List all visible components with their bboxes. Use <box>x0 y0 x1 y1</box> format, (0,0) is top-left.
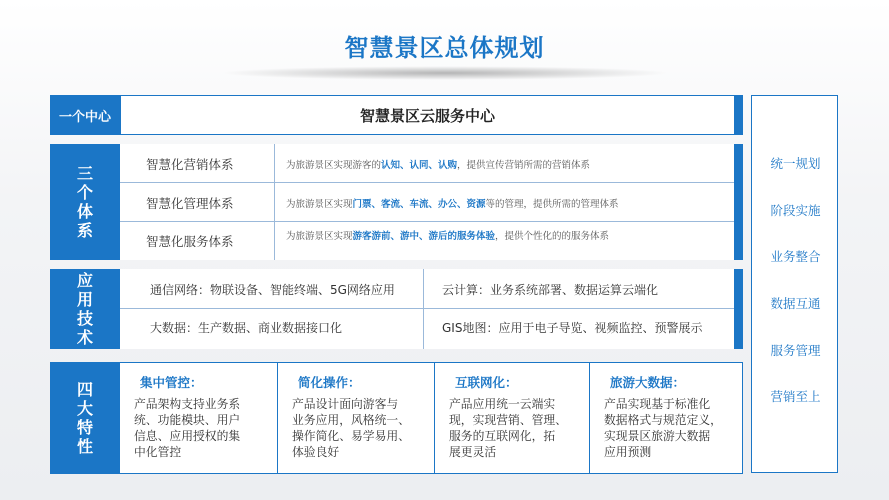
feature-text: 产品应用统一云端实 现，实现营销、管理、 服务的互联网化，拓 展更灵活 <box>449 397 567 459</box>
tech-cell: 云计算：业务系统部署、数据运算云端化 <box>442 283 659 297</box>
systems-row <box>50 144 743 260</box>
tech-divider <box>120 308 734 309</box>
tech-label <box>50 269 120 349</box>
center-label: 一个中心 <box>50 95 120 135</box>
feature-card <box>120 363 278 473</box>
feature-text: 产品设计面向游客与 业务应用，风格统一、 操作简化、易学易用、 体验良好 <box>292 397 410 459</box>
feature-text: 产品实现基于标准化 数据格式与规范定义， 实现景区旅游大数据 应用预测 <box>604 397 722 459</box>
principle-item: 阶段实施 <box>770 203 821 218</box>
center-accent <box>734 95 743 135</box>
feature-title: 互联网化： <box>455 375 518 390</box>
features-label-text: 四大特性 <box>76 380 93 456</box>
tech-cell: 通信网络：物联设备、智能终端、5G网络应用 <box>150 283 395 297</box>
tech-column-divider <box>423 269 424 349</box>
features-body <box>120 362 743 474</box>
systems-column-divider <box>274 144 275 260</box>
title-shadow <box>220 66 670 80</box>
feature-text: 产品架构支持业务系 统、功能模块、用户 信息、应用授权的集 中化管控 <box>134 397 241 459</box>
systems-label-text: 三个体系 <box>76 164 93 240</box>
principle-item: 数据互通 <box>770 296 821 311</box>
systems-body <box>120 144 743 260</box>
center-body <box>120 95 743 135</box>
tech-accent <box>734 269 743 349</box>
systems-divider <box>120 221 734 222</box>
principles-panel <box>751 95 838 473</box>
tech-cell: 大数据：生产数据、商业数据接口化 <box>150 321 343 335</box>
systems-accent <box>734 144 743 260</box>
features-label <box>50 362 120 474</box>
principle-item: 服务管理 <box>770 343 821 358</box>
feature-title: 简化操作： <box>298 375 361 390</box>
system-desc: 为旅游景区实现游客游前、游中、游后的服务体验，提供个性化的的服务体系 <box>286 231 610 242</box>
systems-divider <box>120 182 734 183</box>
system-name: 智慧化服务体系 <box>146 234 234 249</box>
feature-title: 旅游大数据： <box>610 375 686 390</box>
page-title: 智慧景区总体规划 <box>344 34 545 62</box>
system-name: 智慧化管理体系 <box>146 196 234 211</box>
principle-item: 业务整合 <box>770 249 821 264</box>
center-text: 智慧景区云服务中心 <box>359 106 495 125</box>
system-desc: 为旅游景区实现游客的认知、认同、认购，提供宣传营销所需的营销体系 <box>286 160 591 171</box>
principle-item: 营销至上 <box>770 389 821 404</box>
features-row <box>50 362 743 474</box>
feature-card <box>435 363 590 473</box>
feature-title: 集中管控： <box>140 375 203 390</box>
center-row <box>50 95 743 135</box>
feature-card <box>590 363 742 473</box>
system-name: 智慧化营销体系 <box>146 157 234 172</box>
feature-card <box>278 363 435 473</box>
systems-label <box>50 144 120 260</box>
tech-row <box>50 269 743 349</box>
tech-cell: GIS地图：应用于电子导览、视频监控、预警展示 <box>442 321 703 335</box>
principle-item: 统一规划 <box>770 156 821 171</box>
system-desc: 为旅游景区实现门票、客流、车流、办公、资源等的管理，提供所需的管理体系 <box>286 199 619 210</box>
tech-label-text: 应用技术 <box>76 271 93 347</box>
tech-body <box>120 269 743 349</box>
